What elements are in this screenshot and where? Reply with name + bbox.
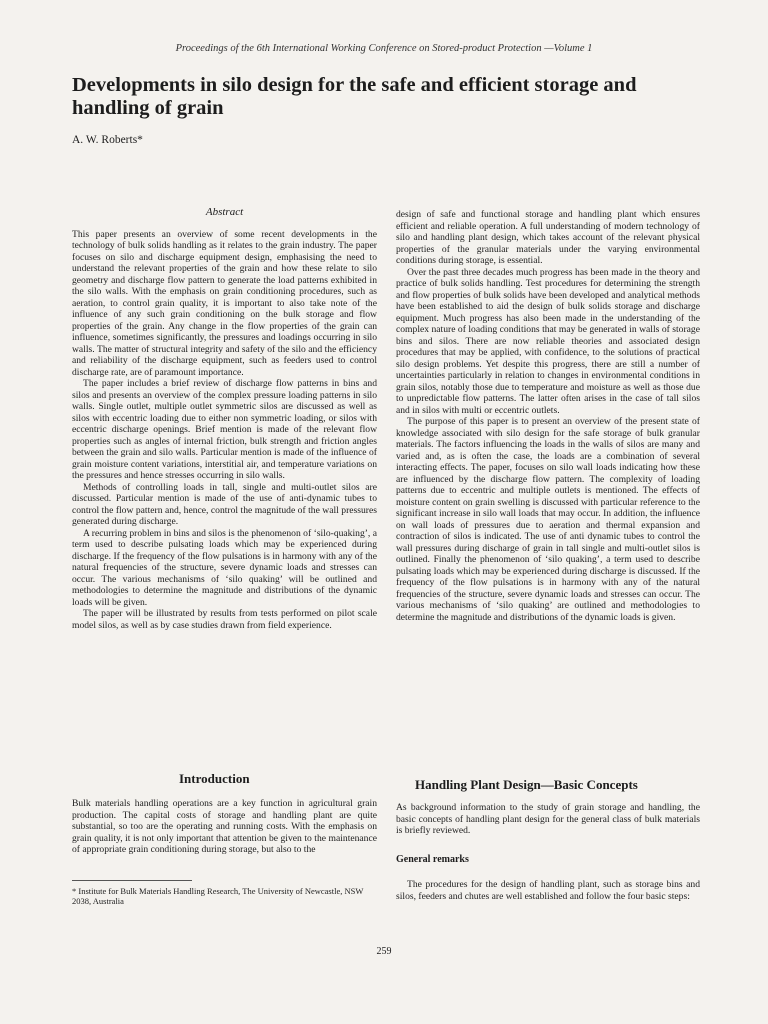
page-number: 259 bbox=[376, 946, 392, 957]
handling-heading: Handling Plant Design—Basic Concepts bbox=[415, 777, 638, 792]
abstract-paragraph: A recurring problem in bins and silos is the phenomenon of ‘silo-quaking’, a term used to describe pulsating loads which may be experienced during discharge. If the frequency of the flow pulsations is in harmony with any of the natural frequencies of the structure, severe dynamic loads and stresses can occur. The various mechanisms of ‘silo quaking’ will be outlined and methodologies to determine the magnitude and distributions of the dynamic loads will be given. bbox=[72, 527, 377, 608]
introduction-paragraph: Bulk materials handling operations are a key function in agricultural grain production. The capital costs of storage and handling plant are quite substantial, so too are the operating and running costs. With the emphasis on grain quality, it is not only important that attention be given to the maintenance of appropriate grain conditioning during storage, but also to the bbox=[72, 798, 377, 855]
handling-text-block bbox=[396, 802, 700, 837]
introduction-heading: Introduction bbox=[179, 771, 250, 786]
abstract-paragraph: The paper includes a brief review of discharge flow patterns in bins and silos and presents an overview of the complex pressure loading patterns in silo walls. Single outlet, multiple outlet symmetric silos are discussed as well as silos with eccentric loading due to either non symmetric loading, or silos with eccentric discharge openings. Brief mention is made of the relevant flow properties such as angles of internal friction, bulk strength and friction angles between the grain and silo walls. Particular mention is made of the influence of grain moisture content variations, interstitial air, and temperature variations on the pressures and hence stresses occurring in silo walls. bbox=[72, 378, 377, 481]
introduction-text-block bbox=[72, 798, 377, 856]
handling-paragraph: As background information to the study of grain storage and handling, the basic concepts of handling plant design for the general class of bulk materials is briefly reviewed. bbox=[396, 802, 700, 836]
body-paragraph: design of safe and functional storage and handling plant which ensures efficient and reliable operation. A full understanding of modern technology of silo and handling plant design, which takes account of the relevant physical properties of the granular materials under the varying environmental conditions during storage, is essential. bbox=[396, 209, 700, 266]
abstract-column bbox=[72, 207, 377, 631]
abstract-paragraph: The paper will be illustrated by results from tests performed on pilot scale model silos, as well as by case studies drawn from field experience. bbox=[72, 608, 377, 631]
general-remarks-block bbox=[396, 879, 700, 902]
affiliation-footnote: * Institute for Bulk Materials Handling Research, The University of Newcastle, NSW 2038, Australia bbox=[72, 886, 364, 906]
paper-title: Developments in silo design for the safe and efficient storage and handling of grain bbox=[72, 74, 637, 119]
author-line: A. W. Roberts* bbox=[72, 134, 143, 146]
body-paragraph: Over the past three decades much progress has been made in the theory and practice of bulk solids handling. Test procedures for determining the strength and flow properties of bulk solids have been developed and analytical methods have been established to aid the design of bulk solids storage and discharge equipment. Much progress has also been made in the understanding of the complex nature of loading conditions that may be generated in walls of storage bins and silos. There are now reliable theories and associated design procedures that may be applied, with confidence, to the solutions of practical silo design problems. Yet despite this progress, there are still a number of uncertainties particularly in relation to changes in environmental conditions in grain silos, notably those due to temperature and moisture as well as those due to unpredictable flow patterns. The latter often arises in the case of tall silos and in silos with multi or eccentric outlets. bbox=[396, 266, 700, 416]
general-remarks-paragraph: The procedures for the design of handling plant, such as storage bins and silos, feeders and chutes are well established and follow the four basic steps: bbox=[396, 879, 700, 902]
general-remarks-heading: General remarks bbox=[396, 854, 469, 865]
abstract-paragraph: Methods of controlling loads in tall, single and multi-outlet silos are discussed. Particular mention is made of the use of anti-dynamic tubes to control the flow pattern and, hence, control the magnitude of the wall pressures generated during discharge. bbox=[72, 481, 377, 527]
abstract-paragraph: This paper presents an overview of some recent developments in the technology of bulk solids handling as it relates to the grain industry. The paper focuses on silo and discharge equipment design, emphasising the need to understand the relevant properties of the grain and how these relate to silo geometry and discharge flow pattern to generate the load patterns exhibited in the silo walls. With the emphasis on grain conditioning procedures, such as aeration, to control grain quality, it is important to also take note of the influence of any such grain conditioning on the bulk storage and flow properties of the grain. Any change in the flow properties of the grain can influence, sometimes significantly, the pressures and loadings occurring in silo walls. The matter of structural integrity and safety of the silo and the efficiency and reliability of the discharge equipment, such as feeders used to control discharge rate, are of paramount importance. bbox=[72, 228, 377, 378]
running-header: Proceedings of the 6th International Working Conference on Stored-product Protection —Volume 1 bbox=[175, 43, 593, 54]
body-paragraph: The purpose of this paper is to present an overview of the present state of knowledge associated with silo design for the safe storage of bulk granular materials. The factors influencing the loads in the walls of silos are many and varied and, as is often the case, the loads are a combination of several interacting effects. The paper, focuses on silo wall loads indicating how these are influenced by the discharge flow pattern. The complexity of loading patterns due to eccentric and multiple outlets is mentioned. The effects of moisture content on grain swelling is discussed with particular reference to the significant increase in silo wall loads that may occur. In addition, the influence on wall loads of pressures due to aeration and thermal expansion and contraction of silos is indicated. The use of anti dynamic tubes to control the wall pressures during discharge of grain in tall single and multi-outlet silos is outlined. Finally the phenomenon of ‘silo quaking’, a term used to describe pulsating loads which may be experienced during discharge is discussed. If the frequency of the flow pulsations is in harmony with any of the natural frequencies of the structure, severe dynamic loads and stresses can occur. The various mechanisms of ‘silo quaking’ are outlined and methodologies to determine the magnitude and distributions of the dynamic loads is given. bbox=[396, 416, 700, 623]
footnote-rule bbox=[72, 880, 192, 881]
abstract-heading: Abstract bbox=[205, 206, 244, 218]
right-column bbox=[396, 209, 700, 623]
